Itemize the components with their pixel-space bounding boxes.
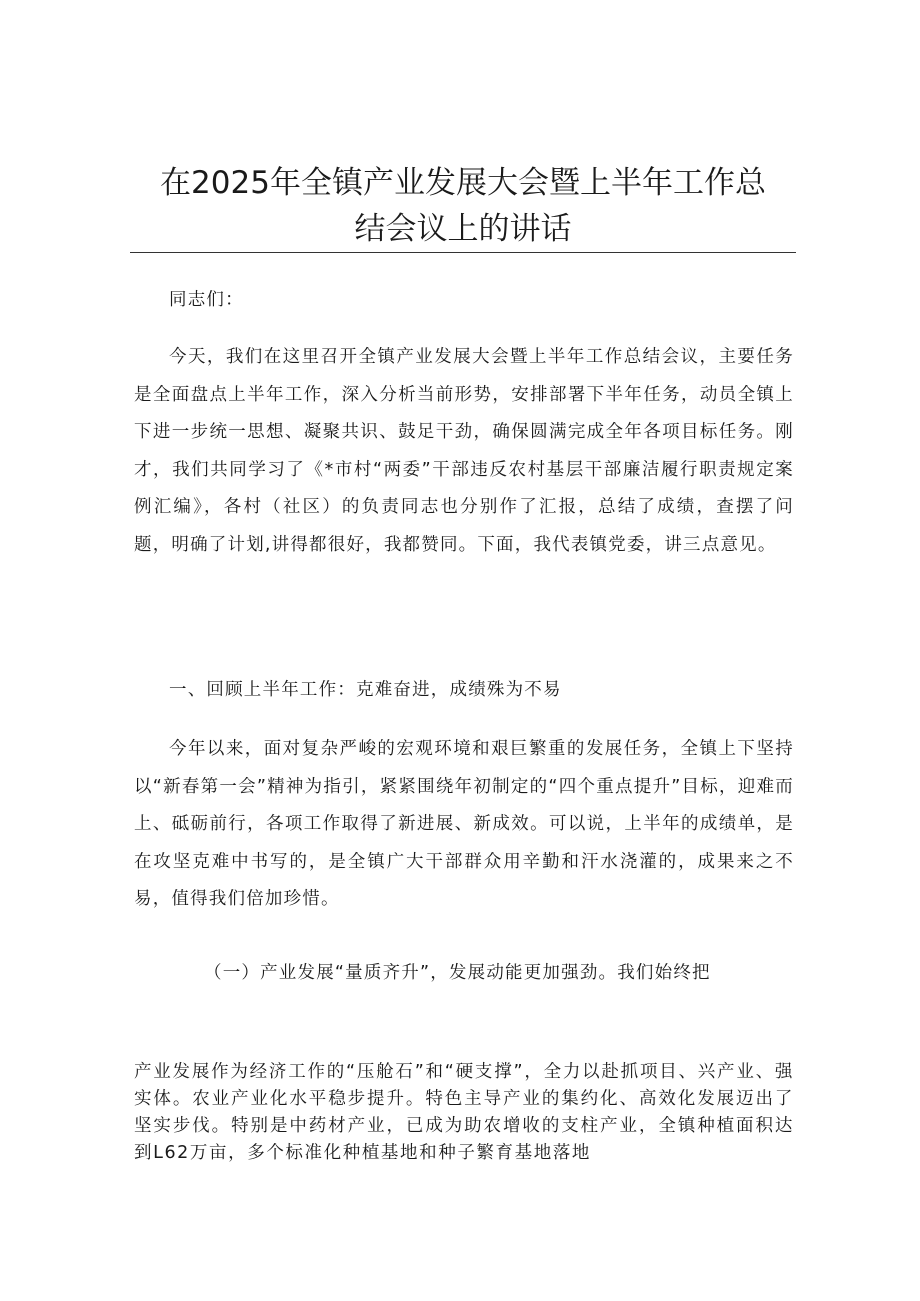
title-line-2: 结会议上的讲话 <box>354 211 572 247</box>
paragraph-industry: 产业发展作为经济工作的“压舱石”和“硬支撑”，全力以赴抓项目、兴产业、强实体。农业产业化水平稳步提升。特色主导产业的集约化、高效化发展迈出了坚实步伐。特别是中药材产业，已成为助农增收的支柱产业，全镇种植面积达到L62万亩，多个标准化种植基地和种子繁育基地落地 <box>134 1062 794 1163</box>
salutation: 同志们： <box>169 290 244 310</box>
subsection-heading-1 <box>134 955 794 993</box>
subsection-heading-text: （一）产业发展“量质齐升”，发展动能更加强劲。我们始终把 <box>204 963 711 983</box>
paragraph-review: 今年以来，面对复杂严峻的宏观环境和艰巨繁重的发展任务，全镇上下坚持以“新春第一会”精神为指引，紧紧围绕年初制定的“四个重点提升”目标，迎难而上、砥砺前行，各项工作取得了新进展、新成效。可以说，上半年的成绩单，是在攻坚克难中书写的，是全镇广大干部群众用辛勤和汗水浇灌的，成果来之不易，值得我们倍加珍惜。 <box>134 739 794 909</box>
title-underline <box>130 252 796 253</box>
title-line-1: 在2025年全镇产业发展大会暨上半年工作总 <box>160 165 766 201</box>
paragraph-opening: 今天，我们在这里召开全镇产业发展大会暨上半年工作总结会议，主要任务是全面盘点上半年工作，深入分析当前形势，安排部署下半年任务，动员全镇上下进一步统一思想、凝聚共识、鼓足干劲，确保圆满完成全年各项目标任务。刚才，我们共同学习了《*市村“两委”干部违反农村基层干部廉洁履行职责规定案例汇编》，各村（社区）的负责同志也分别作了汇报，总结了成绩，查摆了问题，明确了计划,讲得都很好，我都赞同。下面，我代表镇党委，讲三点意见。 <box>134 347 794 555</box>
document-title <box>130 160 796 252</box>
section-heading-1: 一、回顾上半年工作：克难奋进，成绩殊为不易 <box>169 680 562 700</box>
